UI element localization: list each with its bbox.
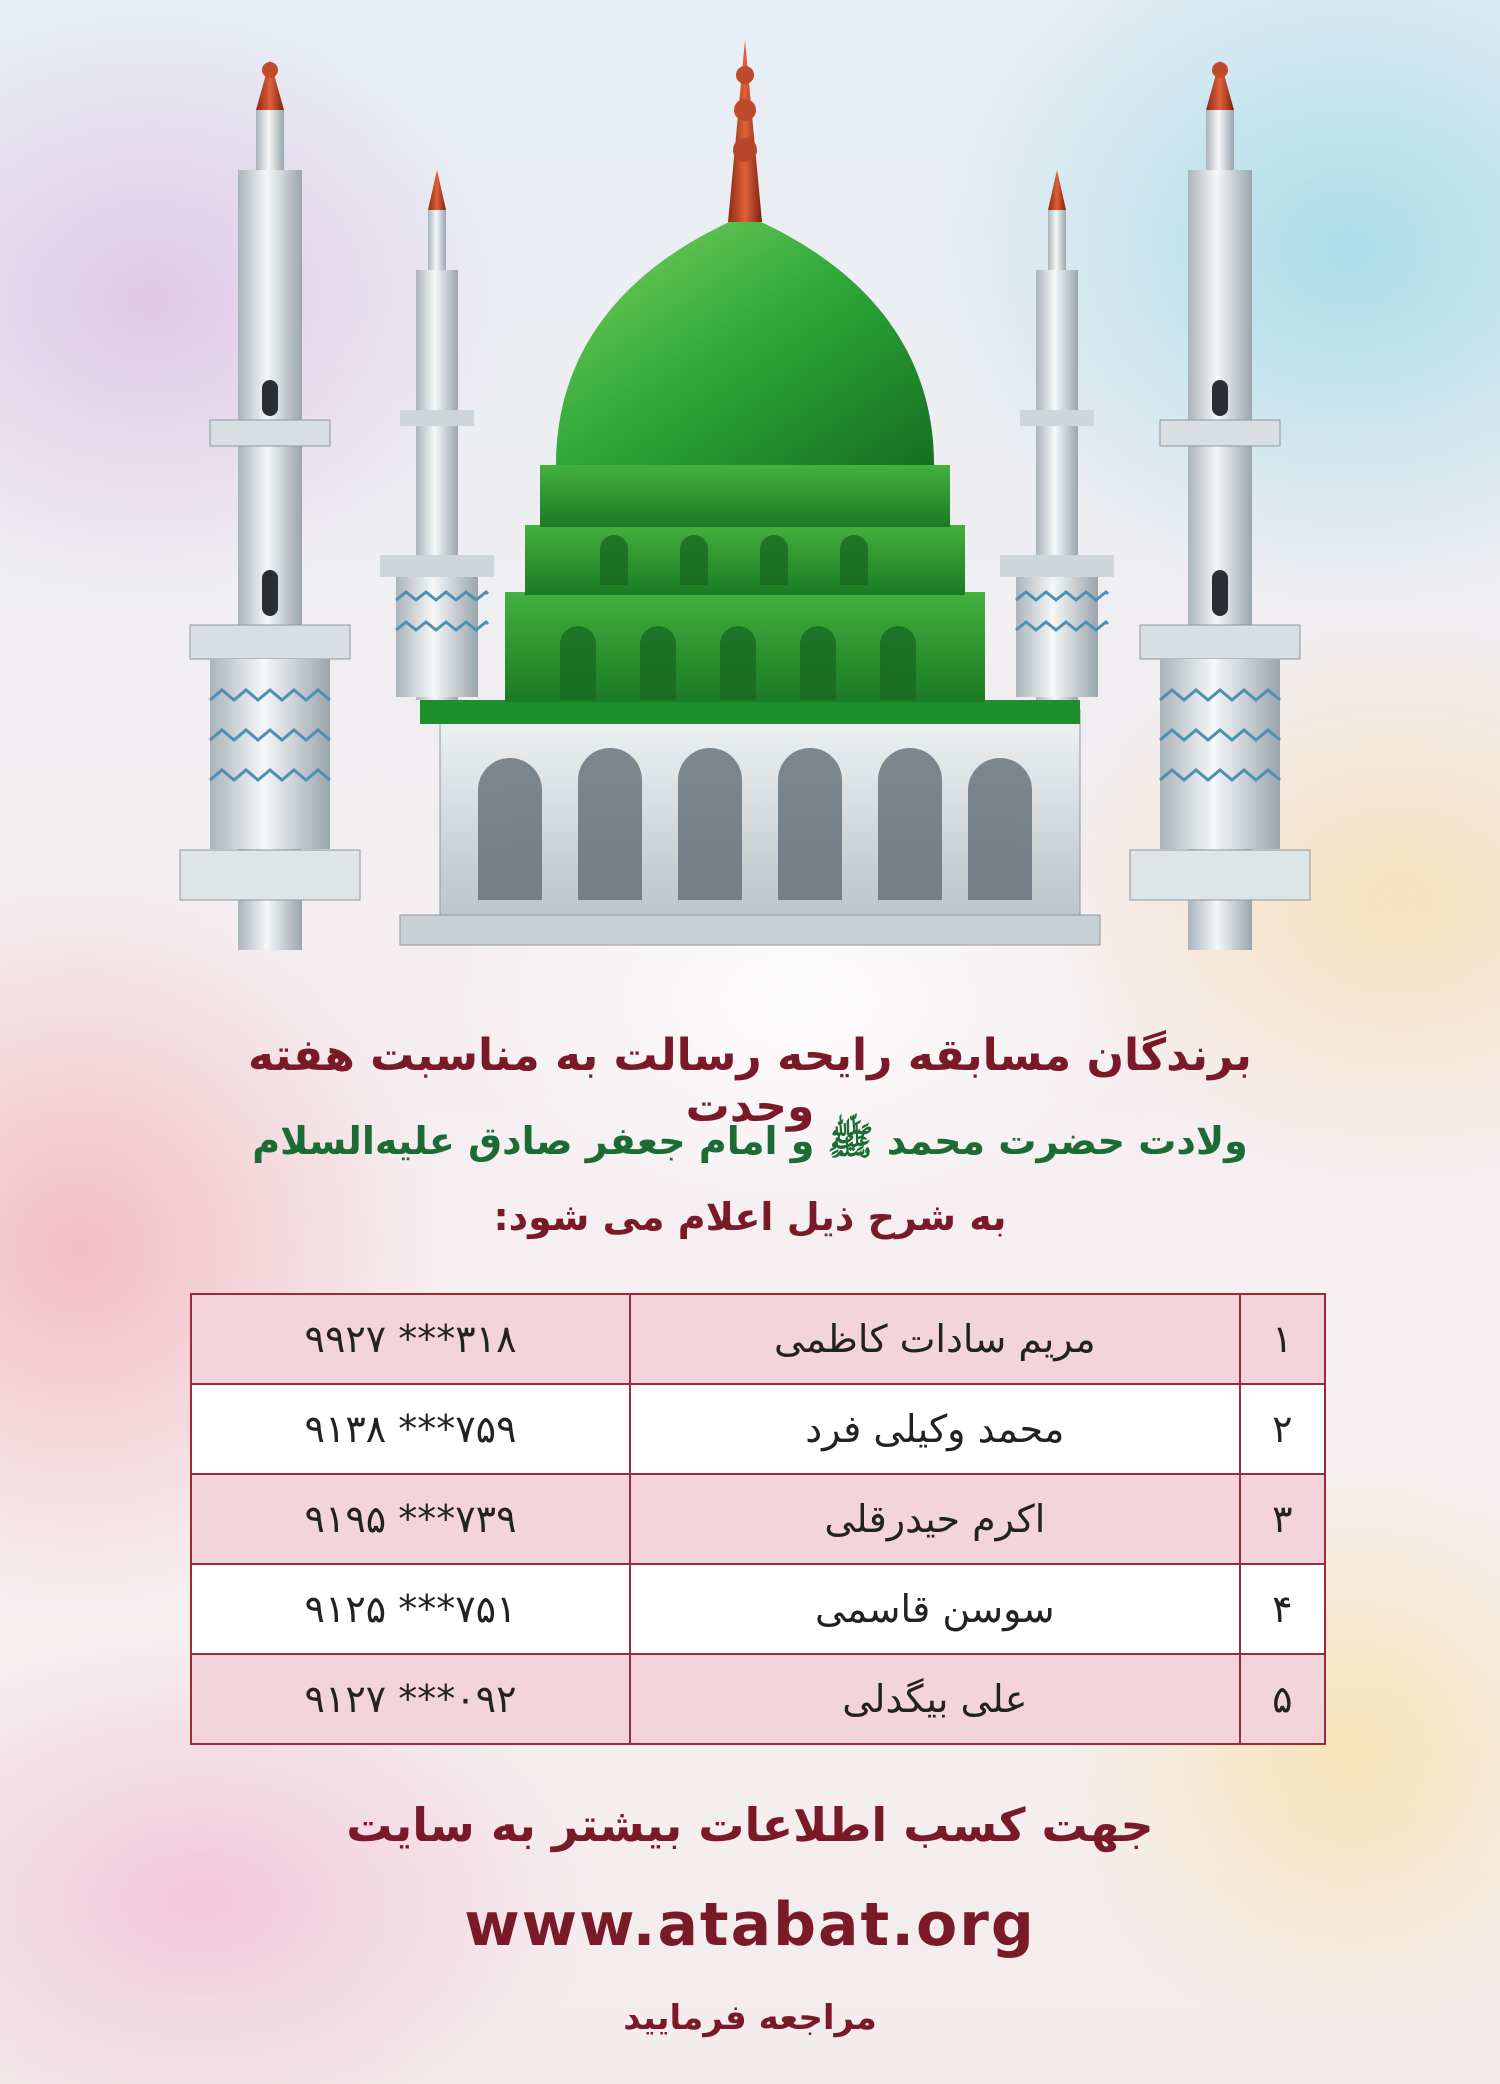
winner-phone: ۹۱۹۵ ***۷۳۹ [191, 1474, 630, 1564]
winner-rank: ۳ [1240, 1474, 1325, 1564]
mosque-illustration [0, 0, 1500, 1020]
winner-rank: ۱ [1240, 1294, 1325, 1384]
winner-name: سوسن قاسمی [630, 1564, 1240, 1654]
table-row [191, 1474, 1325, 1564]
headline-announcement: به شرح ذیل اعلام می شود: [493, 1195, 1007, 1239]
winner-rank: ۲ [1240, 1384, 1325, 1474]
winner-phone: ۹۱۲۵ ***۷۵۱ [191, 1564, 630, 1654]
winner-phone: ۹۱۲۷ ***۰۹۲ [191, 1654, 630, 1744]
minaret-left-front [180, 60, 360, 950]
winner-phone: ۹۱۳۸ ***۷۵۹ [191, 1384, 630, 1474]
website-link[interactable]: www.atabat.org [464, 1890, 1036, 1960]
green-dome-building [400, 40, 1100, 945]
minaret-left-back [380, 170, 494, 700]
winner-name: علی بیگدلی [630, 1654, 1240, 1744]
table-row [191, 1294, 1325, 1384]
winner-name: مریم سادات کاظمی [630, 1294, 1240, 1384]
table-row [191, 1564, 1325, 1654]
more-info-text: جهت کسب اطلاعات بیشتر به سایت [346, 1798, 1154, 1852]
headline-winners: برندگان مسابقه رایحه رسالت به مناسبت هفته وحدت [248, 1030, 1252, 1132]
winner-phone: ۹۹۲۷ ***۳۱۸ [191, 1294, 630, 1384]
winner-name: محمد وکیلی فرد [630, 1384, 1240, 1474]
table-row [191, 1384, 1325, 1474]
winner-rank: ۵ [1240, 1654, 1325, 1744]
refer-text: مراجعه فرمایید [623, 1998, 877, 2038]
winner-rank: ۴ [1240, 1564, 1325, 1654]
table-row [191, 1654, 1325, 1744]
minaret-right-front [1130, 60, 1310, 950]
winner-name: اکرم حیدرقلی [630, 1474, 1240, 1564]
headline-occasion: ولادت حضرت محمد ﷺ و امام جعفر صادق علیه‌السلام [252, 1119, 1248, 1163]
winners-table [190, 1293, 1326, 1745]
minaret-right-back [1000, 170, 1114, 700]
